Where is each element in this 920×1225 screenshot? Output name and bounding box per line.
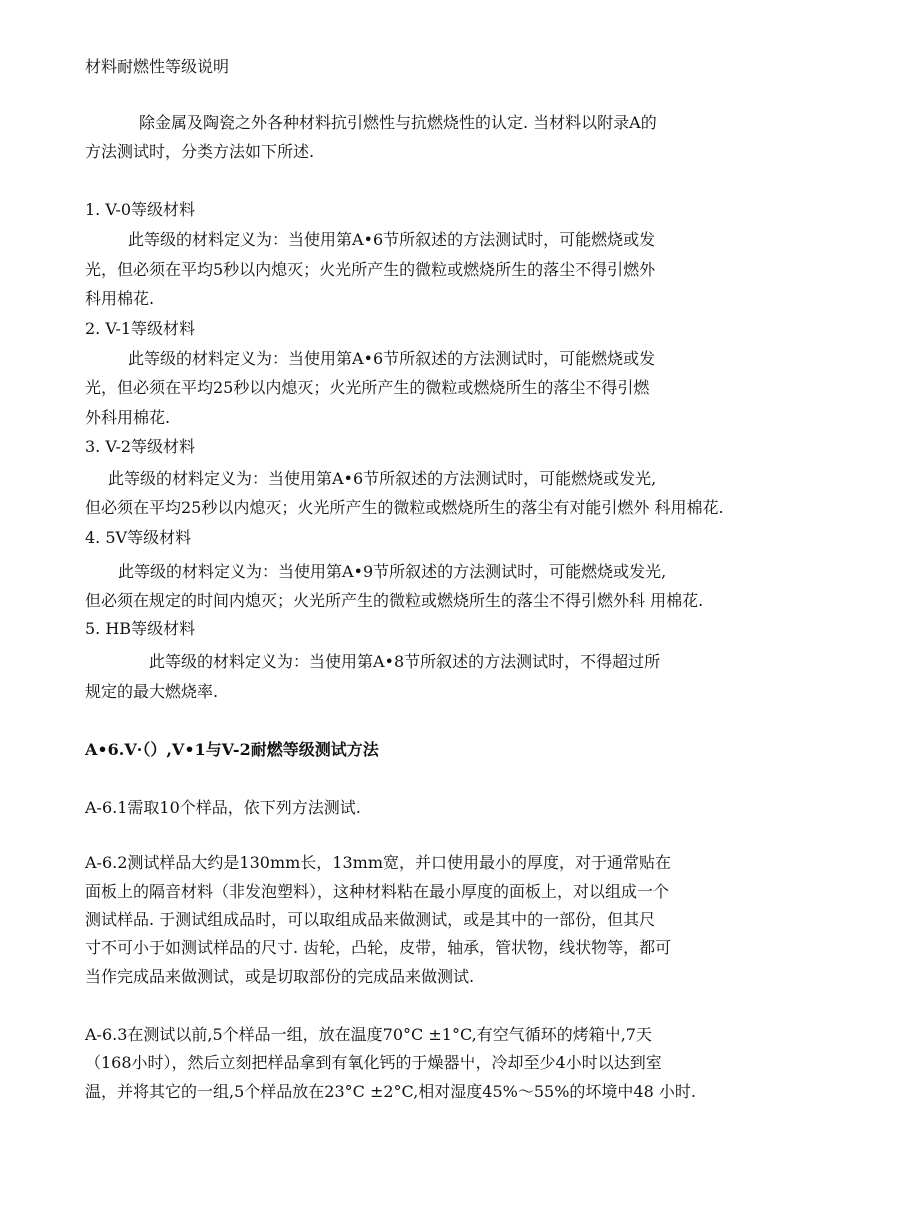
v0-heading: 1. V-0等级材料 [85, 200, 196, 219]
v2-line-1: 此等级的材料定义为：当使用第A•6节所叙述的方法测试时，可能燃烧或发光, [108, 469, 657, 488]
v5-line-1: 此等级的材料定义为：当使用第A•9节所叙述的方法测试时，可能燃烧或发光, [118, 562, 667, 581]
hb-heading: 5. HB等级材料 [85, 619, 196, 638]
v2-line-2: 但必须在平均25秒以内熄灭；火光所产生的微粒或燃烧所生的落尘有对能引燃外 科用棉花. [85, 498, 724, 517]
v1-line-3: 外科用棉花. [85, 408, 171, 427]
hb-line-1: 此等级的材料定义为：当使用第A•8节所叙述的方法测试时，不得超过所 [149, 652, 661, 671]
intro-line-1: 除金属及陶瓷之外各种材料抗引燃性与抗燃烧性的认定. 当材料以附录A的 [139, 113, 657, 132]
v1-line-2: 光，但必须在平均25秒以内熄灭；火光所产生的微粒或燃烧所生的落尘不得引燃 [85, 378, 650, 397]
document-title: 材料耐燃性等级说明 [85, 57, 230, 76]
a6-3-line-2: （168小时），然后立刻把样品拿到有氧化钙的于燥器屮，冷却至少4小时以达到室 [85, 1053, 662, 1072]
a6-3-line-3: 温，并将其它的一组,5个样品放在23°C ±2°C,相对湿度45%～55%的坏境中48 小时. [85, 1082, 696, 1101]
section-a6-heading: A•6.V·（）,V•1与V-2耐燃等级测试方法 [85, 740, 379, 759]
a6-2-line-5: 当作完成品来做测试，或是切取部份的完成品来做测试. [85, 967, 475, 986]
a6-3-line-1: A-6.3在测试以前,5个样品一组，放在温度70°C ±1°C,有空气循环的烤箱屮,7天 [85, 1025, 652, 1044]
a6-2-line-2: 面板上的隔音材料（非发泡塑料），这种材料粘在最小厚度的面板上，对以组成一个 [85, 882, 670, 901]
v5-heading: 4. 5V等级材料 [85, 528, 192, 547]
v0-line-2: 光，但必须在平均5秒以内熄灭；火光所产生的微粒或燃烧所生的落尘不得引燃外 [85, 260, 656, 279]
a6-2-line-4: 寸不可小于如测试样品的尺寸. 齿轮，凸轮，皮带，轴承，管状物，线状物等，都可 [85, 938, 672, 957]
v0-line-3: 科用棉花. [85, 289, 155, 308]
a6-2-line-1: A-6.2测试样品大约是130mm长，13mm宽，并口使用最小的厚度，对于通常贴在 [85, 853, 671, 872]
v5-line-2: 但必须在规定的时间内熄灭；火光所产生的微粒或燃烧所生的落尘不得引燃外科 用棉花. [85, 591, 704, 610]
a6-2-line-3: 测试样品. 于测试组成品时，可以取组成品来做测试，或是其中的一部份，但其尺 [85, 910, 656, 929]
intro-line-2: 方法测试时，分类方法如下所述. [85, 142, 315, 161]
v1-heading: 2. V-1等级材料 [85, 319, 196, 338]
v1-line-1: 此等级的材料定义为：当使用第A•6节所叙述的方法测试时，可能燃烧或发 [128, 349, 656, 368]
v2-heading: 3. V-2等级材料 [85, 437, 196, 456]
v0-line-1: 此等级的材料定义为：当使用第A•6节所叙述的方法测试时，可能燃烧或发 [128, 230, 656, 249]
a6-1-paragraph: A-6.1需取10个样品，依下列方法测试. [85, 798, 361, 817]
hb-line-2: 规定的最大燃烧率. [85, 682, 219, 701]
